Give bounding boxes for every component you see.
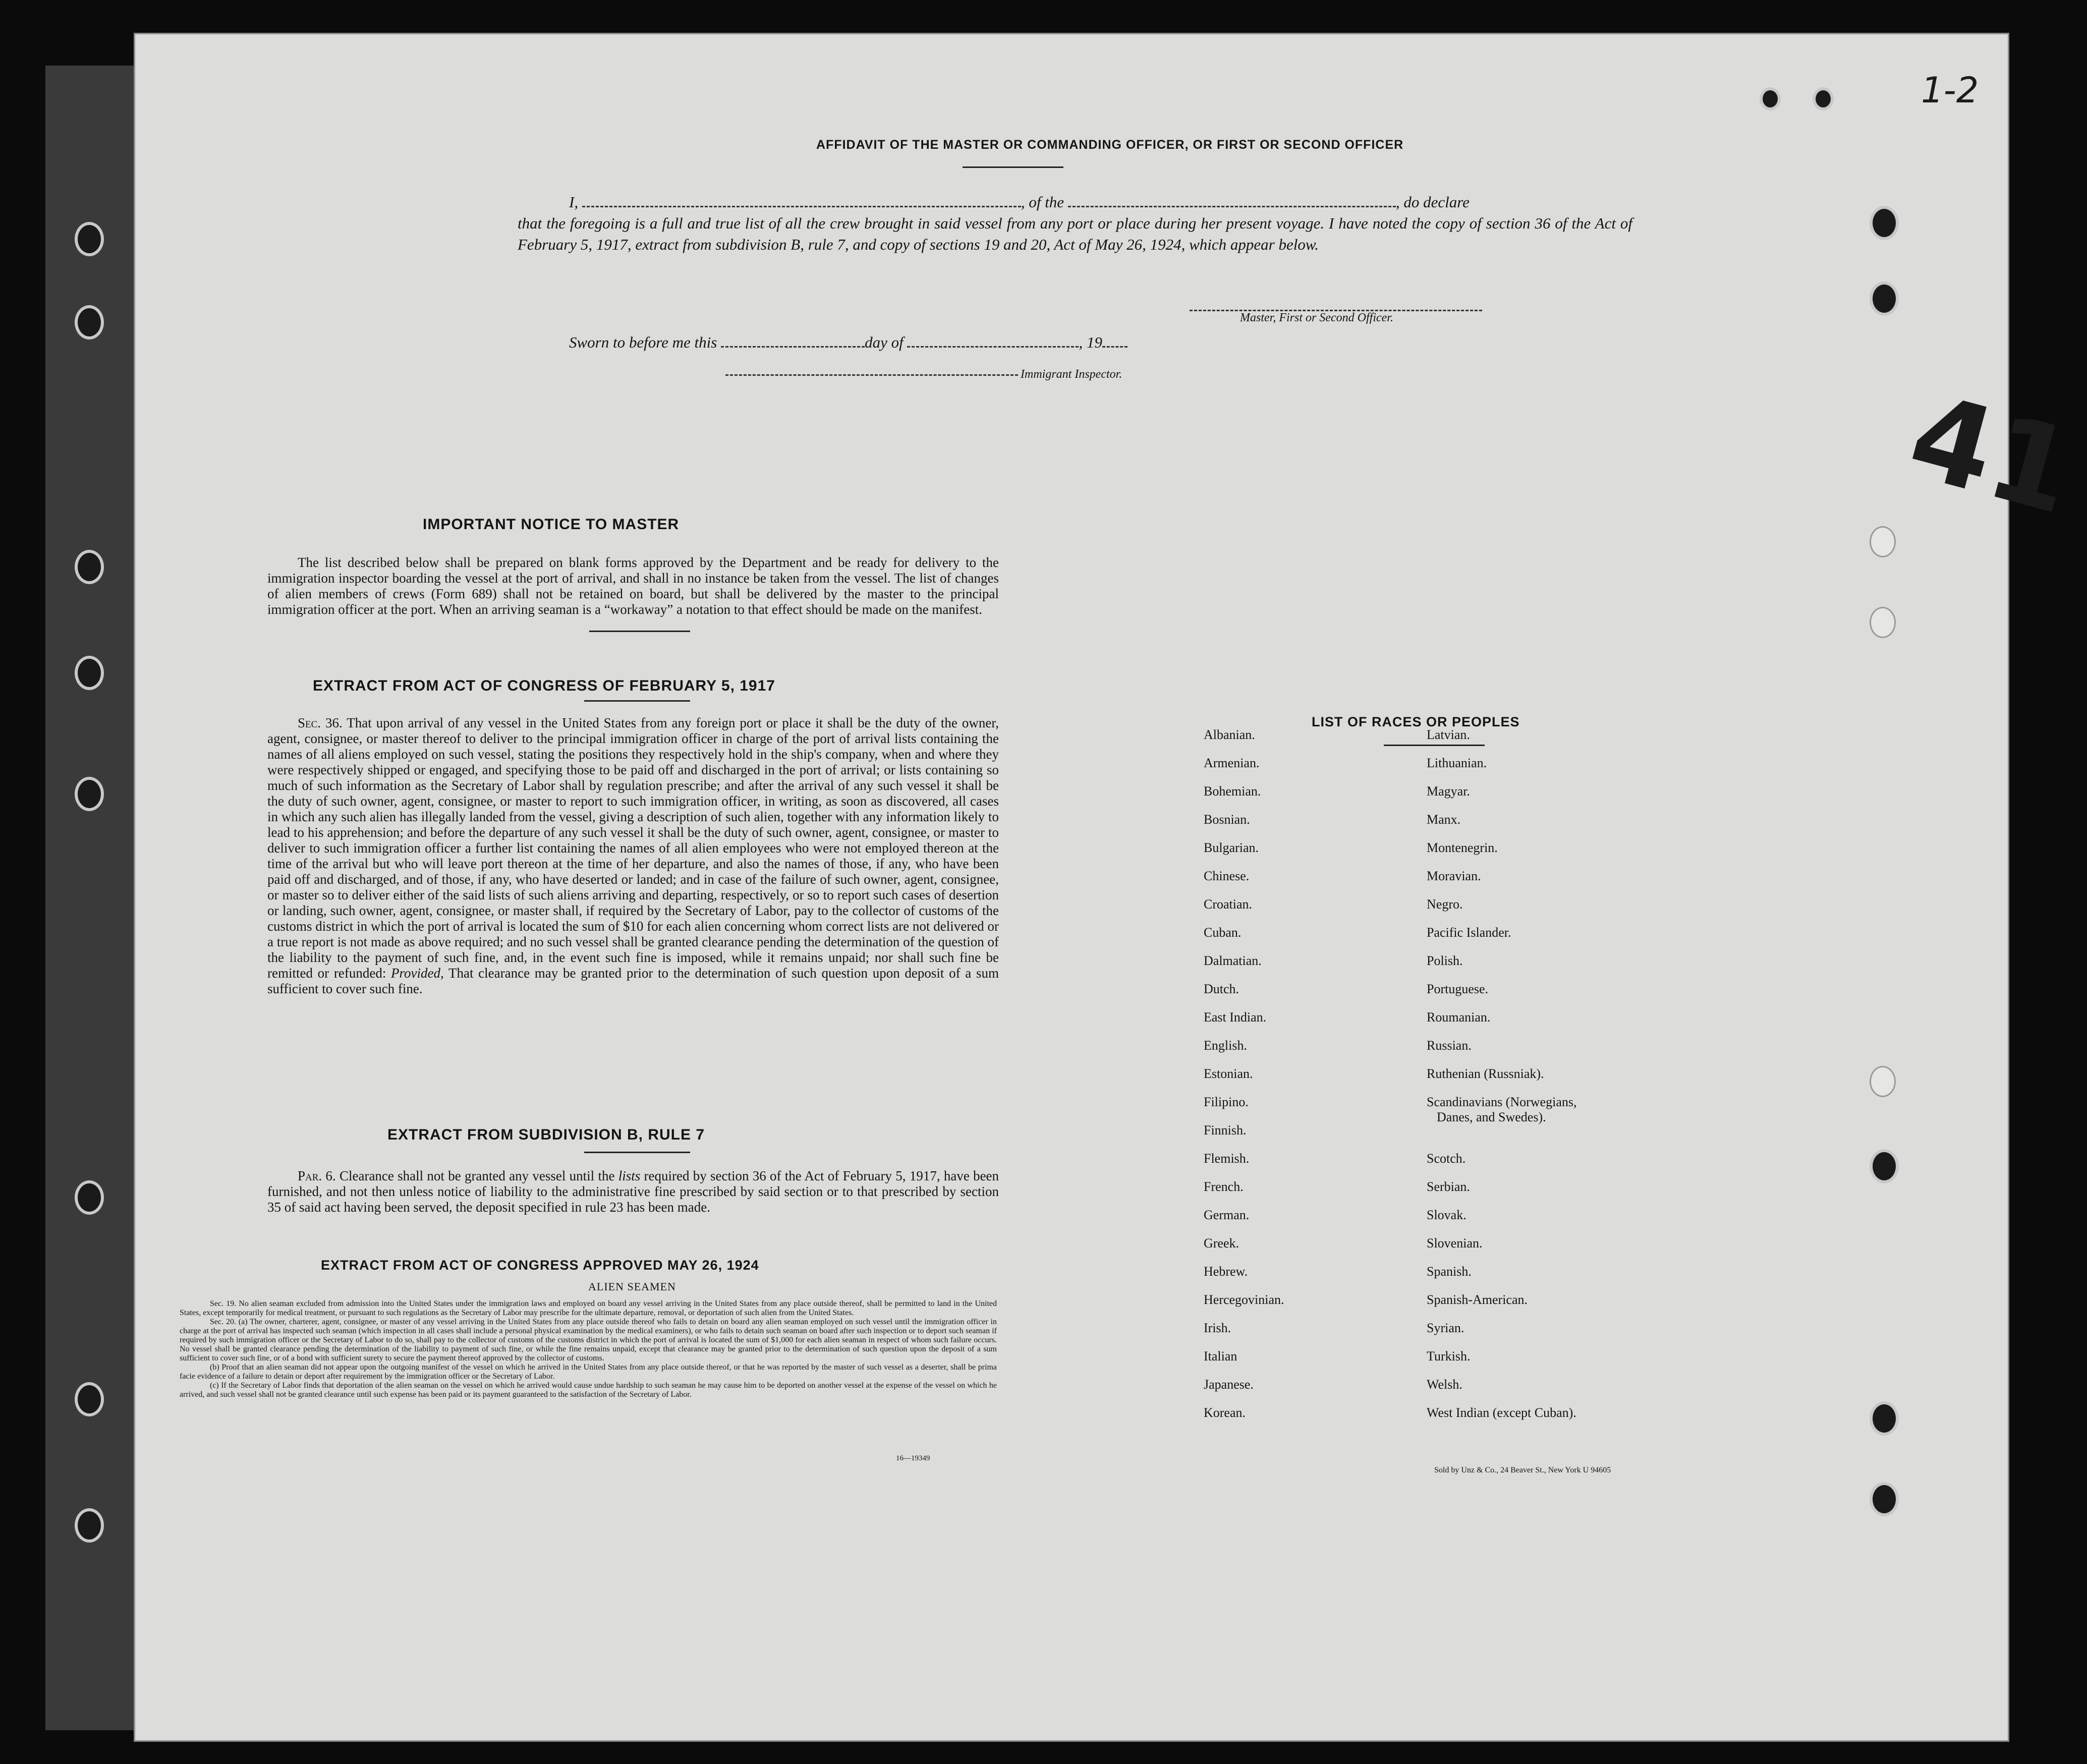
par-6-text-a: Clearance shall not be granted any vessel until the [339, 1168, 615, 1183]
race-item: Armenian. [1204, 756, 1260, 770]
punch-hole [1870, 206, 1899, 240]
rule-7-body [267, 1168, 999, 1215]
punch-hole [1870, 1066, 1896, 1097]
race-item: Moravian. [1427, 869, 1481, 883]
divider [589, 631, 690, 632]
sec-20a-text: Sec. 20. (a) The owner, charterer, agent, consignee, or master of any vessel arriving in the United States from any place outside thereof who fails to detain on board any alien seaman employed on such vessel until the immigration officer in charge at the port of arrival has inspected such seaman (which inspection in all cases shall include a personal physical examination by the medical examiners), or who fails to detain such seaman on board after such inspection or to deport such seaman if required by such immigration officer or the Secretary of Labor to do so, shall pay to the collector of customs of the customs district in which the port of arrival is located the sum of $1,000 for each alien seaman in respect of whom such failure occurs. No vessel shall be granted clearance pending the determination of the liability to payment of such fine, or while the fine remains unpaid, except that clearance may be granted prior to the determination of such question upon the deposit of a sum sufficient to cover such fine, or of a bond with sufficient surety to secure the payment thereof approved by the collector of customs. [180, 1318, 997, 1362]
binding-hole [75, 1508, 104, 1543]
race-item: Spanish-American. [1427, 1292, 1528, 1307]
divider [584, 700, 690, 702]
race-item: Dutch. [1204, 982, 1239, 996]
race-item: Japanese. [1204, 1377, 1254, 1392]
sec-20b-text: (b) Proof that an alien seaman did not appear upon the outgoing manifest of the vessel on which he arrived in the United States from any place outside thereof, or that he was reported by the master of such vessel as a deserter, shall be prima facie evidence of a failure to detain or deport after requirement by the immigration officer or the Secretary of Labor. [180, 1363, 997, 1381]
extract-1917-body [267, 715, 999, 997]
race-item: Chinese. [1204, 869, 1250, 883]
race-item: Filipino. [1204, 1095, 1249, 1109]
punch-hole [1813, 87, 1834, 110]
extract-1924-body [180, 1299, 997, 1399]
race-item: Slovenian. [1427, 1236, 1483, 1250]
divider [1384, 745, 1485, 746]
race-item: Syrian. [1427, 1321, 1464, 1335]
sec-19-text: Sec. 19. No alien seaman excluded from admission into the United States under the immigration laws and employed on board any vessel arriving in the United States from any place outside thereof, shall be permitted to land in the United States, except temporarily for medical treatment, or pursuant to such regulations as the Secretary of Labor may prescribe for the ultimate departure, removal, or deportation of such alien from the United States. [180, 1299, 997, 1317]
form-number: 16—19349 [896, 1454, 930, 1462]
race-item: Negro. [1427, 897, 1463, 912]
sec-36-text-end: That clearance may be granted prior to the determination of such question upon deposit of a sum sufficient to cover such fine. [267, 965, 999, 996]
provided-keyword: Provided, [391, 965, 444, 981]
race-item: Slovak. [1427, 1208, 1466, 1222]
punch-hole [1870, 526, 1896, 557]
declaration-i: I, [569, 193, 579, 211]
punch-hole [1870, 281, 1899, 316]
inspector-signature-line[interactable] [725, 371, 1018, 376]
sworn-day-field[interactable] [721, 334, 865, 348]
race-item: Italian [1204, 1349, 1237, 1363]
form-page [135, 34, 2087, 1740]
race-item: West Indian (except Cuban). [1427, 1405, 1576, 1420]
notice-body: The list described below shall be prepared on blank forms approved by the Department and be ready for delivery to the immigration inspector boarding the vessel at the port of arrival, and shall in no instance be taken from the vessel. The list of changes of alien members of crews (Form 689) shall not be retained on board, but shall be delivered by the master to the principal immigration officer at the port. When an arriving seaman is a “workaway” a notation to that effect should be made on the manifest. [267, 555, 999, 617]
declaration-line [569, 192, 1639, 213]
race-item: Bosnian. [1204, 812, 1250, 827]
race-item: Danes, and Swedes). [1437, 1110, 1546, 1124]
race-item: Bulgarian. [1204, 840, 1259, 855]
sworn-text-2: day of [865, 333, 904, 351]
race-item: Cuban. [1204, 925, 1242, 940]
race-item: Roumanian. [1427, 1010, 1491, 1025]
race-item: Lithuanian. [1427, 756, 1487, 770]
race-item: Polish. [1427, 953, 1463, 968]
race-item: Korean. [1204, 1405, 1246, 1420]
binding-hole [75, 656, 104, 690]
printer-imprint: Sold by Unz & Co., 24 Beaver St., New York U 94605 [1434, 1466, 1611, 1474]
race-item: Flemish. [1204, 1151, 1250, 1166]
declaration-paragraph: that the foregoing is a full and true list of all the crew brought in said vessel from any port or place during her present voyage. I have noted the copy of section 36 of the Act of February 5, 1917, extract from subdivision B, rule 7, and copy of sections 19 and 20, Act of May 26, 1924, which appear below. [518, 214, 1632, 253]
race-item: German. [1204, 1208, 1250, 1222]
divider [963, 166, 1063, 168]
races-title: LIST OF RACES OR PEOPLES [1312, 714, 1520, 729]
master-signature-label: Master, First or Second Officer. [1240, 311, 1393, 324]
race-item: Serbian. [1427, 1179, 1470, 1194]
race-item: Spanish. [1427, 1264, 1472, 1279]
sworn-text-1: Sworn to before me this [569, 333, 717, 351]
sworn-month-field[interactable] [907, 334, 1079, 348]
sworn-line [569, 332, 1275, 353]
race-item: Finnish. [1204, 1123, 1247, 1137]
race-item: Greek. [1204, 1236, 1239, 1250]
punch-hole [1760, 87, 1781, 110]
race-item: Russian. [1427, 1038, 1472, 1053]
race-item: French. [1204, 1179, 1244, 1194]
race-item: Scandinavians (Norwegians, [1427, 1095, 1577, 1109]
divider [584, 1152, 690, 1153]
sec-20c-text: (c) If the Secretary of Labor finds that deportation of the alien seaman on the vessel on which he arrived would cause undue hardship to such seaman he may cause him to be deported on another vessel at the expense of the vessel on which he arrived, and such vessel shall not be granted clearance until such expense has been paid or its payment guaranteed to the satisfaction of the Secretary of Labor. [180, 1381, 997, 1399]
binding-hole [75, 1180, 104, 1215]
rule-7-title: EXTRACT FROM SUBDIVISION B, RULE 7 [387, 1126, 705, 1143]
binding-hole [75, 550, 104, 584]
affidavit-title: AFFIDAVIT OF THE MASTER OR COMMANDING OFFICER, OR FIRST OR SECOND OFFICER [816, 138, 1404, 152]
race-item: Montenegrin. [1427, 840, 1498, 855]
par-6-label: Par. 6. [298, 1168, 336, 1183]
race-item: Scotch. [1427, 1151, 1466, 1166]
punch-hole [1870, 1149, 1899, 1183]
race-item: Magyar. [1427, 784, 1470, 799]
sworn-year-field[interactable] [1102, 334, 1127, 348]
race-item: Bohemian. [1204, 784, 1261, 799]
punch-hole [1870, 1401, 1899, 1436]
handwritten-sheet-number: 41 [1896, 369, 2087, 541]
binding-hole [75, 777, 104, 811]
punch-hole [1870, 1482, 1899, 1516]
race-item: Welsh. [1427, 1377, 1462, 1392]
notice-title: IMPORTANT NOTICE TO MASTER [423, 516, 680, 533]
race-item: Hercegovinian. [1204, 1292, 1284, 1307]
race-item: English. [1204, 1038, 1247, 1053]
punch-hole [1870, 607, 1896, 638]
race-item: Portuguese. [1427, 982, 1489, 996]
race-item: Latvian. [1427, 727, 1470, 742]
master-name-field[interactable] [582, 194, 1021, 207]
race-item: Croatian. [1204, 897, 1253, 912]
declaration-declare: , do declare [1395, 193, 1470, 211]
declaration-of-the: , of the [1021, 193, 1064, 211]
vessel-name-field[interactable] [1068, 194, 1396, 207]
handwritten-page-number: 1-2 [1921, 70, 1979, 111]
race-item: East Indian. [1204, 1010, 1267, 1025]
par-6-text-b: required by section 36 of the Act of February 5, 1917, have been furnished, and not then unless notice of liability to the administrative fine prescribed by said section or to that prescribed by section 35 of said act having been served, the deposit specified in rule 23 has been made. [267, 1168, 999, 1215]
race-item: Albanian. [1204, 727, 1255, 742]
race-item: Estonian. [1204, 1066, 1253, 1081]
race-item: Irish. [1204, 1321, 1231, 1335]
extract-1924-title: EXTRACT FROM ACT OF CONGRESS APPROVED MAY 26, 1924 [321, 1258, 759, 1273]
binding-hole [75, 222, 104, 256]
lists-keyword: lists [618, 1168, 641, 1183]
sworn-text-3: , 19 [1079, 333, 1102, 351]
binding-hole [75, 1382, 104, 1416]
binding-hole [75, 305, 104, 339]
sec-36-text: That upon arrival of any vessel in the United States from any foreign port or place it shall be the duty of the owner, agent, consignee, or master thereof to deliver to the principal immigration officer in charge of the port of arrival lists containing the names of all aliens employed on such vessel, stating the positions they respectively hold in the ship's company, when and where they were respectively shipped or engaged, and specifying those to be paid off and discharged in the port of arrival; or lists containing so much of such information as the Secretary of Labor shall by regulation prescribe; and after the arrival of any such vessel it shall be the duty of such owner, agent, consignee, or master to report to such immigration officer, in writing, as soon as discovered, all cases in which any such alien has illegally landed from the vessel, giving a description of such alien, together with any information likely to lead to his apprehension; and before the departure of any such vessel it shall be the duty of such owner, agent, consignee, or master to deliver to such immigration officer a further list containing the names of all alien employees who were not employed thereon at the time of the arrival but who will leave port thereon at the time of her departure, and also the names of those, if any, who have been paid off and discharged, and of those, if any, who have deserted or landed; and in case of the failure of such owner, agent, consignee, or master so to deliver either of the said lists of such aliens arriving and departing, respectively, or so to report such cases of desertion or landing, such owner, agent, consignee, or master shall, if required by the Secretary of Labor, pay to the collector of customs of the customs district in which the port of arrival is located the sum of $10 for each alien concerning whom correct lists are not delivered or a true report is not made as above required; and no such vessel shall be granted clearance pending the determination of the question of the liability to the payment of such fine, and, in the event such fine is imposed, while it remains unpaid; nor shall such fine be remitted or refunded: [267, 715, 999, 981]
extract-1917-title: EXTRACT FROM ACT OF CONGRESS OF FEBRUARY 5, 1917 [313, 677, 775, 694]
race-item: Turkish. [1427, 1349, 1471, 1363]
race-item: Dalmatian. [1204, 953, 1262, 968]
sec-36-label: Sec. 36. [298, 715, 343, 730]
alien-seamen-subtitle: ALIEN SEAMEN [588, 1280, 676, 1293]
race-item: Hebrew. [1204, 1264, 1248, 1279]
race-item: Pacific Islander. [1427, 925, 1511, 940]
inspector-signature-label: Immigrant Inspector. [1021, 368, 1122, 381]
race-item: Manx. [1427, 812, 1461, 827]
race-item: Ruthenian (Russniak). [1427, 1066, 1544, 1081]
